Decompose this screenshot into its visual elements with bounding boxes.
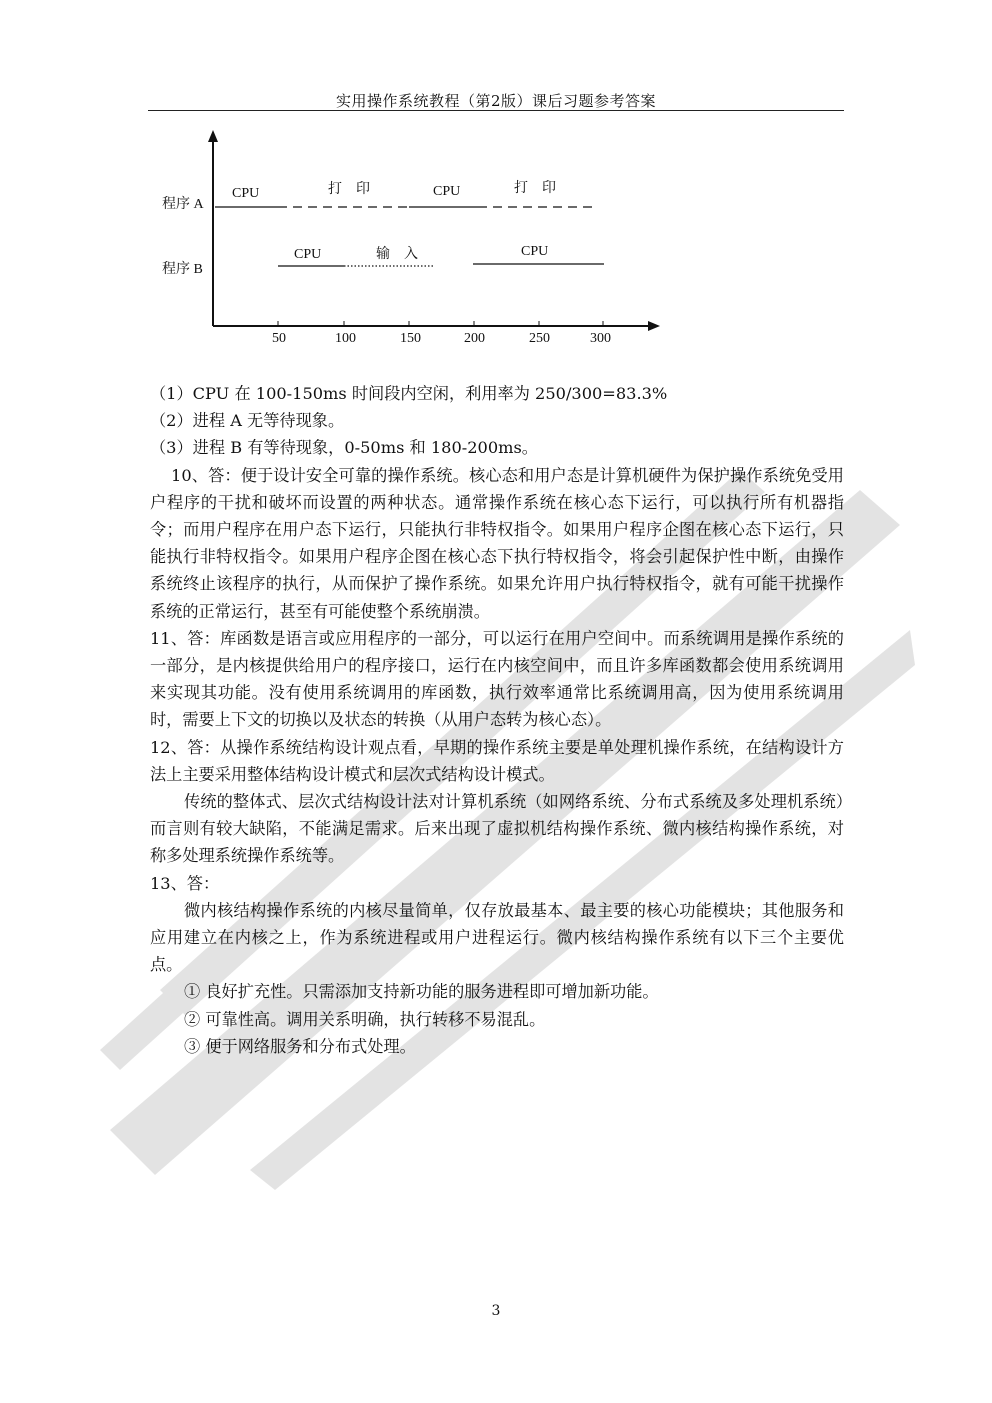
answer-13-body: 微内核结构操作系统的内核尽量简单，仅存放最基本、最主要的核心功能模块；其他服务和应用建立在内核之上，作为系统进程或用户进程运行。微内核结构操作系统有以下三个主要优点。 (150, 900, 844, 975)
answer-text (150, 380, 844, 1060)
answer-12-continued: 传统的整体式、层次式结构设计法对计算机系统（如网络系统、分布式系统及多处理机系统）而言则有较大缺陷，不能满足需求。后来出现了虚拟机结构操作系统、微内核结构操作系统，对称多处理系统操作系统等。 (150, 792, 844, 866)
tick-label: 200 (464, 331, 485, 346)
a-cpu-label: CPU (232, 186, 260, 201)
b-input-label: 输 入 (376, 247, 418, 262)
y-axis-arrow (208, 130, 218, 142)
tick-label: 150 (400, 331, 421, 346)
tick-label: 250 (529, 331, 550, 346)
answer-line-2: （2）进程 A 无等待现象。 (150, 411, 345, 431)
answer-13: 13、答： (150, 873, 220, 893)
tick-label: 50 (272, 331, 286, 346)
answer-12: 12、答：从操作系统结构设计观点看，早期的操作系统主要是单处理机操作系统，在结构设计方法上主要采用整体结构设计模式和层次式结构设计模式。 (150, 737, 844, 784)
a-print-label: 打 印 (514, 181, 556, 196)
page-number: 3 (491, 1303, 501, 1319)
a-print-label: 打 印 (328, 182, 370, 197)
row-label-b: 程序 B (162, 262, 203, 277)
b-cpu-label: CPU (521, 244, 549, 259)
b-cpu-label: CPU (294, 247, 322, 262)
answer-10: 10、答：便于设计安全可靠的操作系统。核心态和用户态是计算机硬件为保护操作系统免受用户程序的干扰和破坏而设置的两种状态。通常操作系统在核心态下运行，可以执行所有机器指令；而用户程序在用户态下运行，只能执行非特权指令。如果用户程序企图在核心态下运行，只能执行非特权指令。如果用户程序企图在核心态下执行特权指令，将会引起保护性中断，由操作系统终止该程序的执行，从而保护了操作系统。如果允许用户执行特权指令，就有可能干扰操作系统的正常运行，甚至有可能使整个系统崩溃。 (150, 465, 844, 621)
answer-11: 11、答：库函数是语言或应用程序的一部分，可以运行在用户空间中。而系统调用是操作系统的一部分，是内核提供给用户的程序接口，运行在内核空间中，而且许多库函数都会使用系统调用来实现其功能。没有使用系统调用的库函数，执行效率通常比系统调用高，因为使用系统调用时，需要上下文的切换以及状态的转换（从用户态转为核心态）。 (150, 628, 844, 730)
tick-label: 100 (335, 331, 356, 346)
row-label-a: 程序 A (162, 197, 204, 212)
timing-diagram (148, 120, 708, 360)
page-header: 实用操作系统教程（第2版）课后习题参考答案 (335, 92, 657, 110)
answer-line-1: （1）CPU 在 100-150ms 时间段内空闲，利用率为 250/300=83.3% (150, 384, 668, 403)
a-cpu-label: CPU (433, 184, 461, 199)
list-item: ③ 便于网络服务和分布式处理。 (184, 1036, 416, 1056)
x-axis-arrow (648, 321, 660, 331)
tick-label: 300 (590, 331, 611, 346)
header-rule (148, 110, 844, 111)
list-item: ① 良好扩充性。只需添加支持新功能的服务进程即可增加新功能。 (184, 982, 659, 1002)
list-item: ② 可靠性高。调用关系明确，执行转移不易混乱。 (184, 1009, 546, 1029)
answer-line-3: （3）进程 B 有等待现象，0-50ms 和 180-200ms。 (150, 438, 538, 458)
